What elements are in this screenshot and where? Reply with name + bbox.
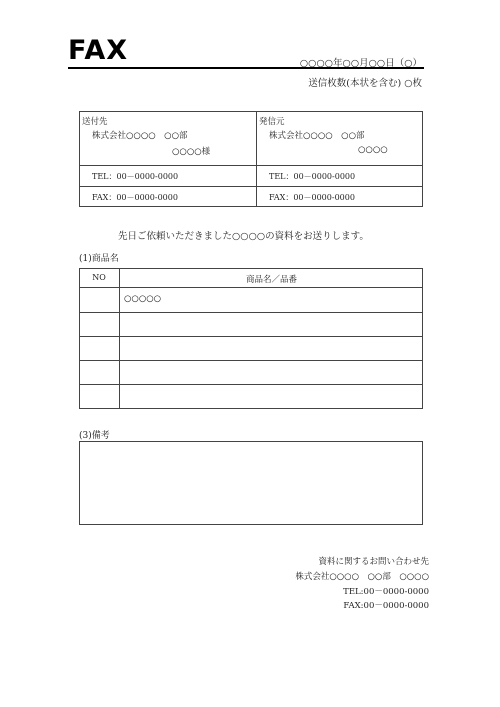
remarks-heading: (3)備考 [79,431,110,441]
products-col-name: 商品名／品番 [245,275,297,285]
products-row-line [79,384,423,385]
remarks-box [79,441,423,525]
products-row-line [79,360,423,361]
fax-title: FAX [68,35,129,66]
sender-fax: FAX：00－0000-0000 [269,193,355,202]
sender-heading: 発信元 [259,117,285,127]
product-row-1-name: ○○○○○ [124,294,162,304]
products-row-line [79,336,423,337]
address-divider-1 [79,165,423,166]
contact-fax: FAX:00－0000-0000 [343,601,429,611]
sender-tel: TEL：00－0000-0000 [269,172,356,181]
message: 先日ご依頼いただきました○○○○の資料をお送りします。 [118,231,369,242]
contact-company: 株式会社○○○○ ○○部 ○○○○ [295,572,429,582]
address-divider-vertical [256,111,257,207]
products-table [79,268,423,409]
products-col-no: NO [92,273,106,282]
recipient-company: 株式会社○○○○ ○○部 [92,131,188,141]
page-count: 送信枚数(本状を含む) ○枚 [308,78,422,89]
products-row-line [79,287,423,288]
products-heading: (1)商品名 [79,254,119,264]
contact-heading: 資料に関するお問い合わせ先 [318,557,429,567]
sender-company: 株式会社○○○○ ○○部 [269,131,365,141]
products-row-line [79,312,423,313]
address-divider-2 [79,186,423,187]
contact-tel: TEL:00－0000-0000 [343,587,429,597]
recipient-tel: TEL：00－0000-0000 [92,172,179,181]
recipient-person: ○○○○様 [172,147,211,157]
date: ○○○○年○○月○○日（○） [299,58,422,69]
sender-person: ○○○○ [358,145,388,155]
products-col-divider [119,268,120,409]
recipient-heading: 送付先 [82,117,108,127]
recipient-fax: FAX：00－0000-0000 [92,193,178,202]
